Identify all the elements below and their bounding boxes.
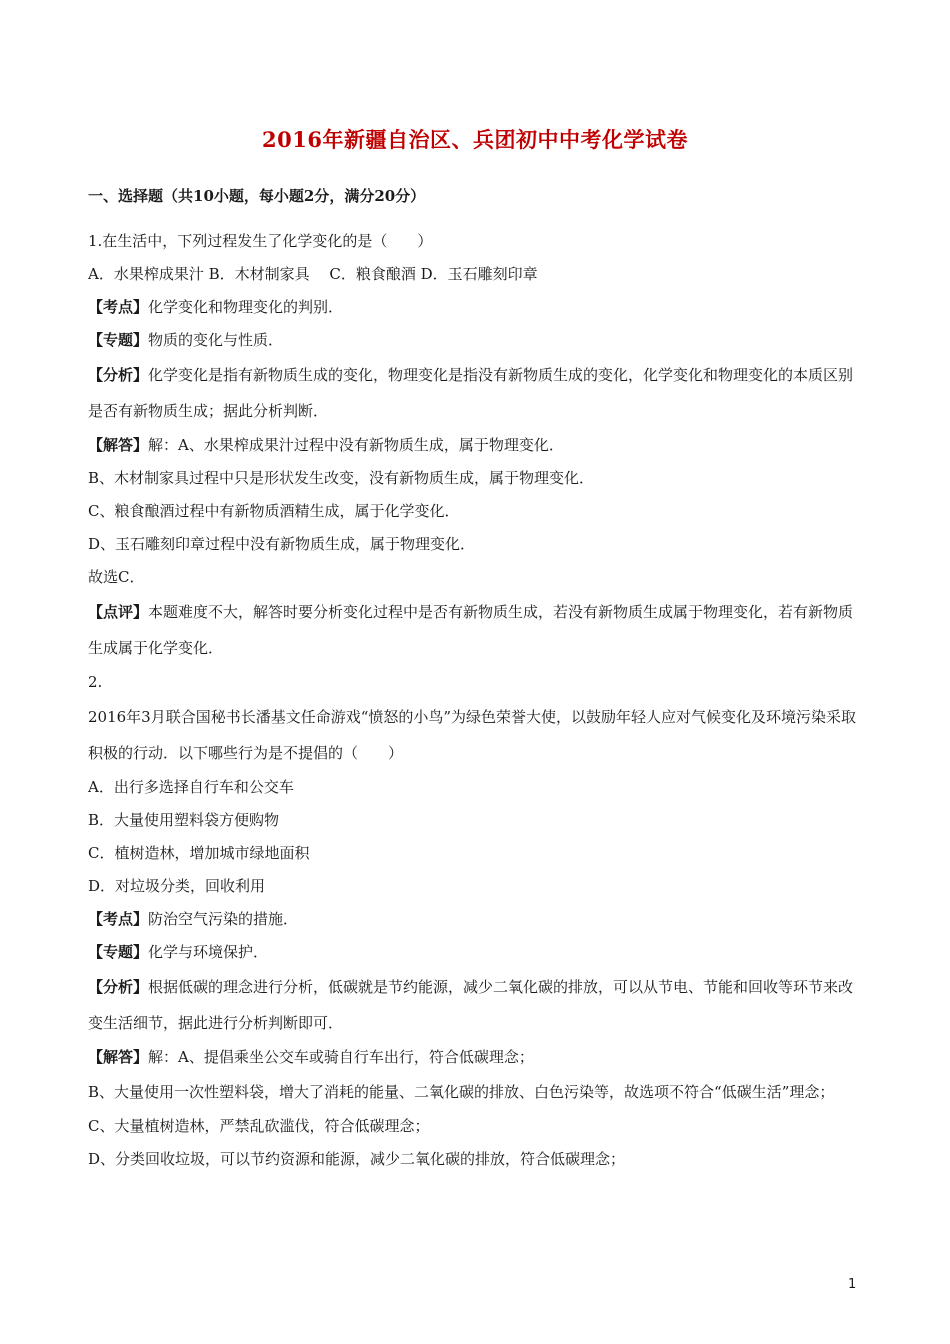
fenxi-text: 化学变化是指有新物质生成的变化，物理变化是指没有新物质生成的变化，化学变化和物理变化的本质区别是否有新物质生成；据此分析判断． <box>88 366 854 420</box>
q1-zhuanti <box>88 324 868 357</box>
jieda-text: 解：A、提倡乘坐公交车或骑自行车出行，符合低碳理念； <box>148 1048 534 1066</box>
q1-fenxi <box>88 357 868 429</box>
section-title: 一、选择题（共10小题，每小题2分，满分20分） <box>88 187 426 205</box>
q2-option-d: D．对垃圾分类，回收利用 <box>88 877 266 895</box>
q2-jieda-d: D、分类回收垃圾，可以节约资源和能源，减少二氧化碳的排放，符合低碳理念； <box>88 1150 626 1168</box>
jieda-tag: 【解答】 <box>88 436 149 454</box>
q1-jieda-c: C、粮食酿酒过程中有新物质酒精生成，属于化学变化． <box>88 502 460 520</box>
jieda-text: 解：A、水果榨成果汁过程中没有新物质生成，属于物理变化． <box>148 436 564 454</box>
q2-fenxi <box>88 969 868 1041</box>
fenxi-tag: 【分析】 <box>88 978 149 996</box>
q1-kaodian <box>88 291 868 324</box>
fenxi-text: 根据低碳的理念进行分析，低碳就是节约能源，减少二氧化碳的排放，可以从节电、节能和回收等环节来改变生活细节，据此进行分析判断即可． <box>88 978 854 1032</box>
q2-option-b: B．大量使用塑料袋方便购物 <box>88 811 280 829</box>
kaodian-tag: 【考点】 <box>88 298 149 316</box>
zhuanti-text: 物质的变化与性质． <box>148 331 284 349</box>
zhuanti-text: 化学与环境保护． <box>148 943 269 961</box>
kaodian-text: 化学变化和物理变化的判别． <box>148 298 344 316</box>
document-body <box>88 185 868 1176</box>
q1-jieda-d: D、玉石雕刻印章过程中没有新物质生成，属于物理变化． <box>88 535 476 553</box>
page-number: 1 <box>848 1277 857 1292</box>
q2-number: 2. <box>88 673 103 691</box>
q2-jieda <box>88 1041 868 1074</box>
q1-stem: 1.在生活中，下列过程发生了化学变化的是（ ） <box>88 232 433 250</box>
dianping-text: 本题难度不大，解答时要分析变化过程中是否有新物质生成，若没有新物质生成属于物理变化，若有新物质生成属于化学变化． <box>88 603 854 657</box>
zhuanti-tag: 【专题】 <box>88 943 149 961</box>
q2-stem: 2016年3月联合国秘书长潘基文任命游戏“愤怒的小鸟”为绿色荣誉大使，以鼓励年轻人应对气候变化及环境污染采取积极的行动．以下哪些行为是不提倡的（ ） <box>88 708 857 762</box>
q2-option-c: C．植树造林，增加城市绿地面积 <box>88 844 310 862</box>
q1-jieda <box>88 429 868 462</box>
page-title: 2016年新疆自治区、兵团初中中考化学试卷 <box>262 127 688 152</box>
q1-jieda-b: B、木材制家具过程中只是形状发生改变，没有新物质生成，属于物理变化． <box>88 469 595 487</box>
zhuanti-tag: 【专题】 <box>88 331 149 349</box>
q1-dianping <box>88 594 868 666</box>
q1-answer: 故选C． <box>88 568 145 586</box>
q2-kaodian <box>88 903 868 936</box>
kaodian-tag: 【考点】 <box>88 910 149 928</box>
q2-jieda-c: C、大量植树造林，严禁乱砍滥伐，符合低碳理念； <box>88 1117 430 1135</box>
q1-options: A．水果榨成果汁 B．木材制家具 C．粮食酿酒 D．玉石雕刻印章 <box>88 265 538 283</box>
q2-option-a: A．出行多选择自行车和公交车 <box>88 778 294 796</box>
kaodian-text: 防治空气污染的措施． <box>148 910 299 928</box>
q2-jieda-b: B、大量使用一次性塑料袋，增大了消耗的能量、二氧化碳的排放、白色污染等，故选项不符合“低碳生活”理念； <box>88 1083 835 1101</box>
jieda-tag: 【解答】 <box>88 1048 149 1066</box>
dianping-tag: 【点评】 <box>88 603 149 621</box>
fenxi-tag: 【分析】 <box>88 366 149 384</box>
q2-zhuanti <box>88 936 868 969</box>
